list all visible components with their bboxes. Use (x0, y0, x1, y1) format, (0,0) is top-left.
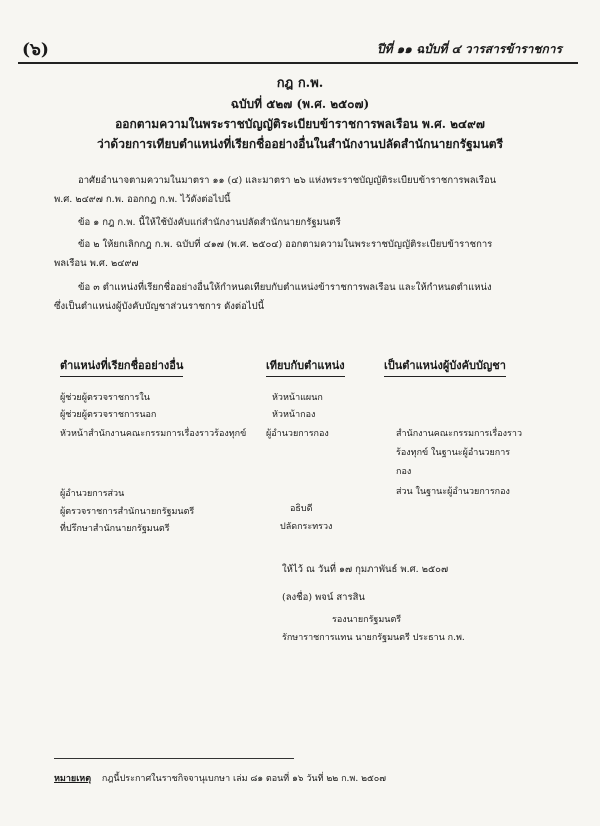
table-cell: หัวหน้ากอง (272, 410, 316, 420)
preamble-line-1: อาศัยอำนาจตามความในมาตรา ๑๑ (๔) และมาตรา ๒๖ แห่งพระราชบัญญัติระเบียบข้าราชการพลเรือน (78, 175, 497, 186)
column-header-commander: เป็นตำแหน่งผู้บังคับบัญชา (384, 356, 506, 377)
table-cell: ผู้อำนวยการกอง (266, 429, 329, 439)
rule-subject: ว่าด้วยการเทียบตำแหน่งที่เรียกชื่ออย่างอื่นในสำนักงานปลัดสำนักนายกรัฐมนตรี (96, 137, 504, 151)
preamble-line-2: พ.ศ. ๒๔๙๗ ก.พ. ออกกฎ ก.พ. ไว้ดังต่อไปนี้ (54, 194, 231, 205)
rule-title: กฎ ก.พ. (276, 76, 324, 91)
table-cell: ผู้อำนวยการส่วน (60, 489, 125, 499)
table-cell: สำนักงานคณะกรรมการเรื่องราว (396, 429, 522, 439)
footnote (54, 771, 386, 785)
clause-3-line-1: ข้อ ๓ ตำแหน่งที่เรียกชื่ออย่างอื่นให้กำหนดเทียบกับตำแหน่งข้าราชการพลเรือน และให้กำหนดตำแหน่ง (78, 282, 492, 293)
header-rule (18, 62, 578, 64)
issue-date: ให้ไว้ ณ วันที่ ๑๗ กุมภาพันธ์ พ.ศ. ๒๕๐๗ (282, 564, 449, 575)
table-cell: หัวหน้าสำนักงานคณะกรรมการเรื่องราวร้องทุกข์ (60, 429, 247, 439)
clause-3-line-2: ซึ่งเป็นตำแหน่งผู้บังคับบัญชาส่วนราชการ ดังต่อไปนี้ (54, 301, 265, 312)
page-number: (๖) (22, 40, 49, 60)
table-cell: ที่ปรึกษาสำนักนายกรัฐมนตรี (60, 524, 170, 534)
signature-line: (ลงชื่อ) พจน์ สารสิน (282, 592, 365, 603)
clause-2-line-1: ข้อ ๒ ให้ยกเลิกกฎ ก.พ. ฉบับที่ ๔๑๗ (พ.ศ. ๒๕๐๔) ออกตามความในพระราชบัญญัติระเบียบข้าราชการ (78, 239, 493, 250)
signer-role-2: รักษาราชการแทน นายกรัฐมนตรี ประธาน ก.พ. (282, 633, 465, 643)
table-cell: ผู้ช่วยผู้ตรวจราชการใน (60, 393, 150, 403)
table-cell: ร้องทุกข์ ในฐานะผู้อำนวยการ (396, 448, 511, 458)
table-cell: กอง (396, 467, 412, 477)
footnote-label: หมายเหตุ (54, 774, 92, 784)
table-cell: ผู้ตรวจราชการสำนักนายกรัฐมนตรี (60, 507, 195, 517)
column-header-title: ตำแหน่งที่เรียกชื่ออย่างอื่น (60, 356, 183, 377)
signer-role-1: รองนายกรัฐมนตรี (332, 615, 402, 625)
table-cell: หัวหน้าแผนก (272, 393, 323, 403)
rule-number: ฉบับที่ ๕๒๗ (พ.ศ. ๒๕๐๗) (230, 97, 370, 111)
column-header-equivalent: เทียบกับตำแหน่ง (266, 356, 345, 377)
footnote-rule (54, 758, 294, 759)
clause-1: ข้อ ๑ กฎ ก.พ. นี้ให้ใช้บังคับแก่สำนักงานปลัดสำนักนายกรัฐมนตรี (78, 217, 341, 228)
journal-header: ปีที่ ๑๑ ฉบับที่ ๔ วารสารข้าราชการ (376, 42, 562, 56)
rule-authority: ออกตามความในพระราชบัญญัติระเบียบข้าราชการพลเรือน พ.ศ. ๒๔๙๗ (115, 117, 485, 131)
clause-2-line-2: พลเรือน พ.ศ. ๒๔๙๗ (54, 258, 139, 269)
footnote-text: กฎนี้ประกาศในราชกิจจานุเบกษา เล่ม ๘๑ ตอนที่ ๑๖ วันที่ ๒๒ ก.พ. ๒๕๐๗ (101, 774, 387, 784)
table-cell: ส่วน ในฐานะผู้อำนวยการกอง (396, 487, 510, 497)
table-cell: อธิบดี (290, 504, 313, 514)
table-cell: ปลัดกระทรวง (280, 522, 333, 532)
table-cell: ผู้ช่วยผู้ตรวจราชการนอก (60, 410, 157, 420)
